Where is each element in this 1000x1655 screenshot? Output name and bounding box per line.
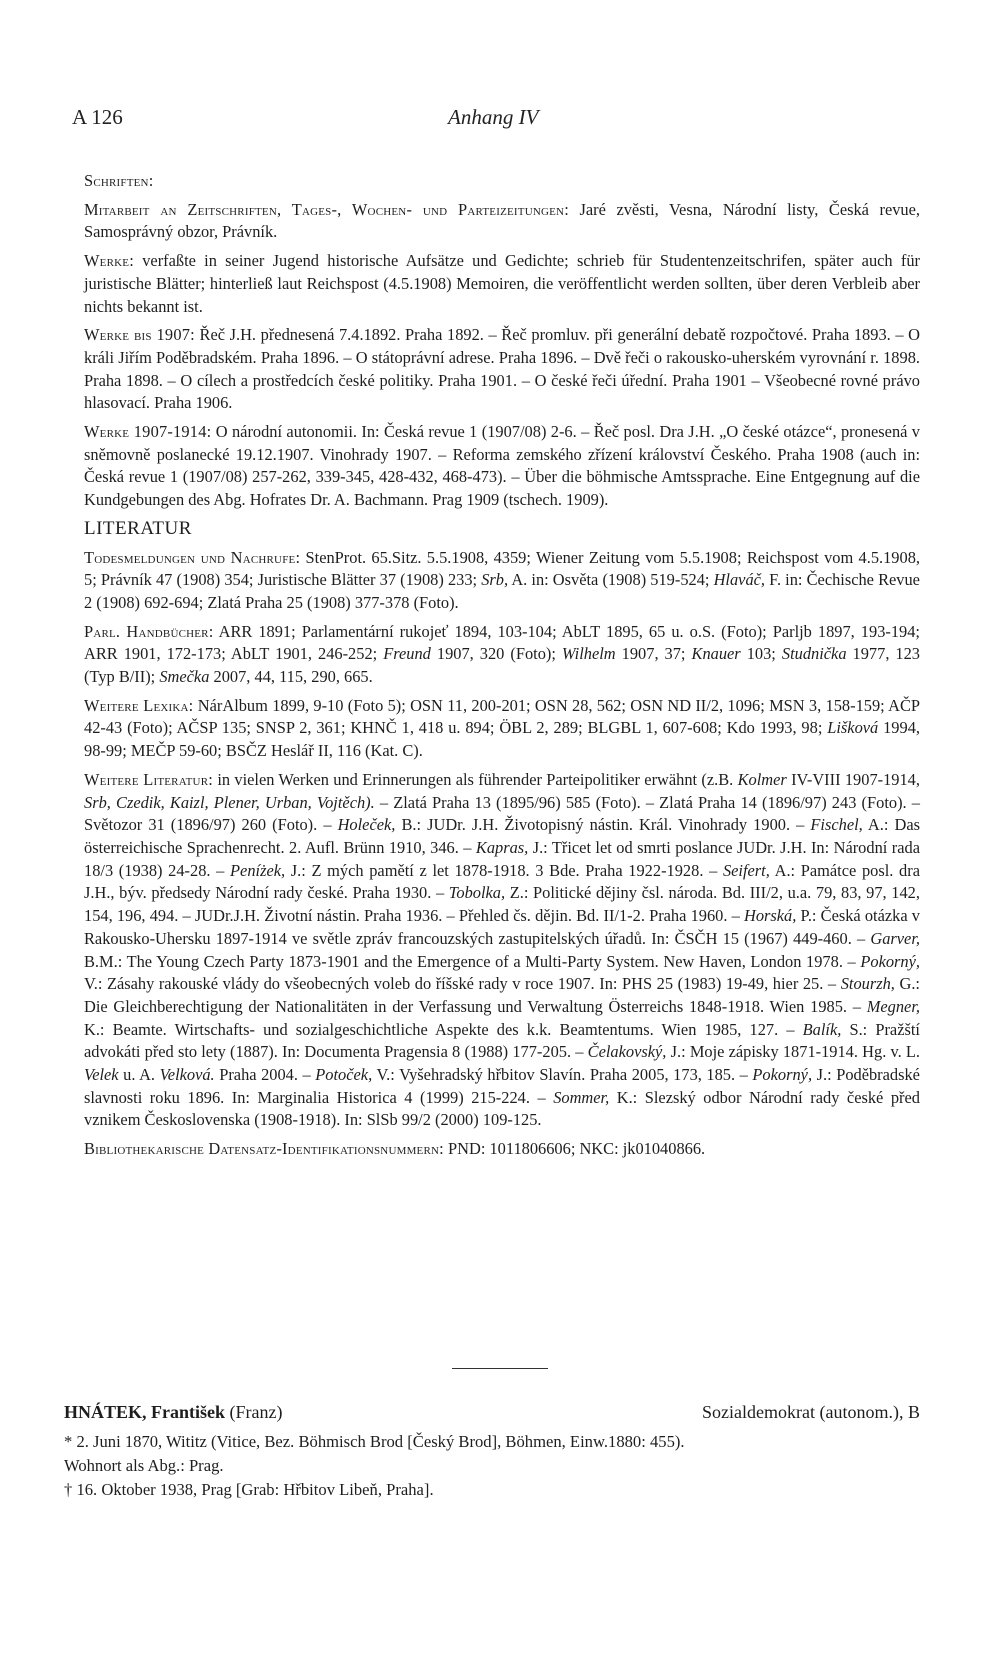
section-title: Anhang IV: [448, 105, 539, 129]
literatur-heading: LITERATUR: [84, 517, 192, 539]
entry-headline: [64, 1400, 920, 1430]
todes-paragraph: Todesmeldungen und Nachrufe: StenProt. 65.Sitz. 5.5.1908, 4359; Wiener Zeitung vom 5.5.1908; Reichspost vom 4.5.1908, 5; Právník 47 (1908) 354; Juristische Blätter 37 (1908) 233; Srb, A. in: Osvěta (1908) 519-524; Hlaváč, F. in: Čechische Revue 2 (1908) 692-694; Zlatá Praha 25 (1908) 377-378 (Foto).: [84, 547, 920, 612]
mitarbeit-text: Jaré zvěsti, Vesna, Národní listy, Česká revue, Samosprávný obzor, Právník.: [84, 199, 921, 242]
entry-given-name: František: [151, 1402, 226, 1422]
entry-surname: HNÁTEK,: [64, 1402, 147, 1422]
parl-paragraph: Parl. Handbücher: ARR 1891; Parlamentární rukojeť 1894, 103-104; AbLT 1895, 65 u. o.S. (Foto); Parljb 1897, 193-194; ARR 1901, 172-173; AbLT 1901, 246-252; Freund 1907, 320 (Foto); Wilhelm 1907, 37; Knauer 103; Studnička 1977, 123 (Typ B/II); Smečka 2007, 44, 115, 290, 665.: [84, 621, 921, 687]
werke-1907-text: O národní autonomii. In: Česká revue 1 (1907/08) 2-6. – Řeč posl. Dra J.H. „O české otázce“, pronesená v sněmovně poslanecké 19.12.1907. Vinohrady 1907. – Reforma zemského zřízení království Českého. Praha 1908 (auch in: Česká revue 1 (1907/08) 257-262, 339-345, 428-432, 468-473). – Über die böhmische Amtssprache. Eine Entgegnung auf die Kundgebungen des Abg. Hofrates Dr. A. Bachmann. Prag 1909 (tschech. 1909).: [84, 422, 921, 510]
weitere-literatur-label: Weitere Literatur:: [84, 769, 213, 789]
werke-label: Werke:: [84, 251, 134, 271]
werke-1907-label: Werke 1907-1914:: [84, 422, 212, 442]
werke-bis-paragraph: [84, 324, 920, 415]
mitarbeit-label: Mitarbeit an Zeitschriften, Tages-, Wochen- und Parteizeitungen:: [84, 199, 569, 219]
entry-party: Sozialdemokrat (autonom.), B: [702, 1402, 920, 1422]
parl-label: Parl. Handbücher:: [84, 621, 214, 641]
page-number: A 126: [72, 105, 123, 129]
todes-label: Todesmeldungen und Nachrufe:: [84, 547, 301, 567]
main-text: [84, 170, 920, 1167]
entry-birth: * 2. Juni 1870, Wititz (Vitice, Bez. Böhmisch Brod [Český Brod], Böhmen, Einw.1880: 455).: [64, 1432, 685, 1451]
schriften-heading: Schriften:: [84, 171, 154, 190]
entry-alias: (Franz): [229, 1402, 283, 1422]
entry-death: † 16. Oktober 1938, Prag [Grab: Hřbitov Libeň, Praha].: [64, 1480, 434, 1499]
werke-1907-paragraph: [84, 421, 920, 512]
werke-bis-label: Werke bis 1907:: [84, 325, 195, 345]
weitere-literatur-paragraph: Weitere Literatur: in vielen Werken und Erinnerungen als führender Parteipolitiker erwähnt (z.B. Kolmer IV-VIII 1907-1914, Srb, Czedik, Kaizl, Plener, Urban, Vojtěch). – Zlatá Praha 13 (1895/96) 585 (Foto). – Zlatá Praha 14 (1896/97) 243 (Foto). – Světozor 31 (1896/97) 260 (Foto). – Holeček, B.: JUDr. J.H. Životopisný nástin. Král. Vinohrady 1900. – Fischel, A.: Das österreichische Sprachenrecht. 2. Aufl. Brünn 1910, 346. – Kapras, J.: Třicet let od smrti poslance JUDr. J.H. In: Národní rada 18/3 (1938) 24-28. – Peníżek, J.: Z mých pamětí z let 1878-1918. 3 Bde. Praha 1922-1928. – Seifert, A.: Památce posl. dra J.H., býv. předsedy Národní rady české. Praha 1930. – Tobolka, Z.: Politické dějiny čsl. národa. Bd. III/2, u.a. 79, 83, 97, 142, 154, 196, 494. – JUDr.J.H. Životní nástin. Praha 1936. – Přehled čs. dějin. Bd. II/1-2. Praha 1960. – Horská, P.: Česká otázka v Rakousko-Uhersku 1897-1914 ve světle zpráv francouzských zastupitelských úřadů. In: ČSČH 15 (1967) 449-460. – Garver, B.M.: The Young Czech Party 1873-1901 and the Emergence of a Multi-Party System. New Haven, London 1978. – Pokorný, V.: Zásahy rakouské vlády do všeobecných voleb do říšské rady v roce 1907. In: PHS 25 (1983) 19-49, hier 25. – Stourzh, G.: Die Gleichberechtigung der Nationalitäten in der Verfassung und Verwaltung Österreichs 1848-1918. Wien 1985. – Megner, K.: Beamte. Wirtschafts- und sozialgeschichtliche Aspekte des k.k. Beamtentums. Wien 1985, 127. – Balík, S.: Pražští advokáti před sto lety (1887). In: Documenta Pragensia 8 (1988) 177-205. – Čelakovský, J.: Moje zápisky 1871-1914. Hg. v. L. Velek u. A. Velková. Praha 2004. – Potoček, V.: Vyšehradský hřbitov Slavín. Praha 2005, 173, 185. – Pokorný, J.: Poděbradské slavnosti roku 1896. In: Marginalia Historica 4 (1999) 215-224. – Sommer, K.: Slezský odbor Národní rady české před vznikem Československa (1908-1918). In: SlSb 99/2 (2000) 109-125.: [84, 769, 921, 1130]
werke-text: verfaßte in seiner Jugend historische Aufsätze und Gedichte; schrieb für Studentenzeitschrifen, später auch für juristische Blätter; hinterließ laut Reichspost (4.5.1908) Memoiren, die veröffentlicht werden sollten, über deren Verbleib aber nichts bekannt ist.: [84, 251, 920, 316]
werke-bis-text: Řeč J.H. přednesená 7.4.1892. Praha 1892. – Řeč promluv. při generální debatě rozpočtové. Praha 1893. – O králi Jiřím Poděbradském. Praha 1896. – O státoprávní adrese. Praha 1896. – Dvě řeči o rakousko-uherském vyrovnání r. 1898. Praha 1898. – O cílech a prostředcích české politiky. Praha 1901. – O české řeči úřední. Praha 1901 – Všeobecné rovné právo hlasovací. Praha 1906.: [84, 325, 921, 413]
mitarbeit-paragraph: [84, 199, 920, 244]
entry-residence: Wohnort als Abg.: Prag.: [64, 1456, 224, 1475]
entry-name: [64, 1400, 283, 1424]
separator-rule: [452, 1368, 548, 1369]
lexika-label: Weitere Lexika:: [84, 695, 194, 715]
biblio-label: Bibliothekarische Datensatz-Identifikationsnummern:: [84, 1139, 444, 1159]
separator: [0, 1368, 1000, 1369]
biblio-paragraph: [84, 1138, 920, 1161]
lexika-paragraph: Weitere Lexika: NárAlbum 1899, 9-10 (Foto 5); OSN 11, 200-201; OSN 28, 562; OSN ND II/2, 1096; MSN 3, 158-159; AČP 42-43 (Foto); AČSP 135; SNSP 2, 361; KHNČ 1, 418 u. 894; ÖBL 2, 289; BLGBL 1, 607-608; Kdo 1993, 98; Lišková 1994, 98-99; MEČP 59-60; BSČZ Heslář II, 116 (Kat. C).: [84, 695, 920, 761]
biography-entry: [64, 1400, 920, 1502]
werke-paragraph: [84, 250, 920, 318]
biblio-text: PND: 1011806606; NKC: jk01040866.: [448, 1139, 706, 1159]
